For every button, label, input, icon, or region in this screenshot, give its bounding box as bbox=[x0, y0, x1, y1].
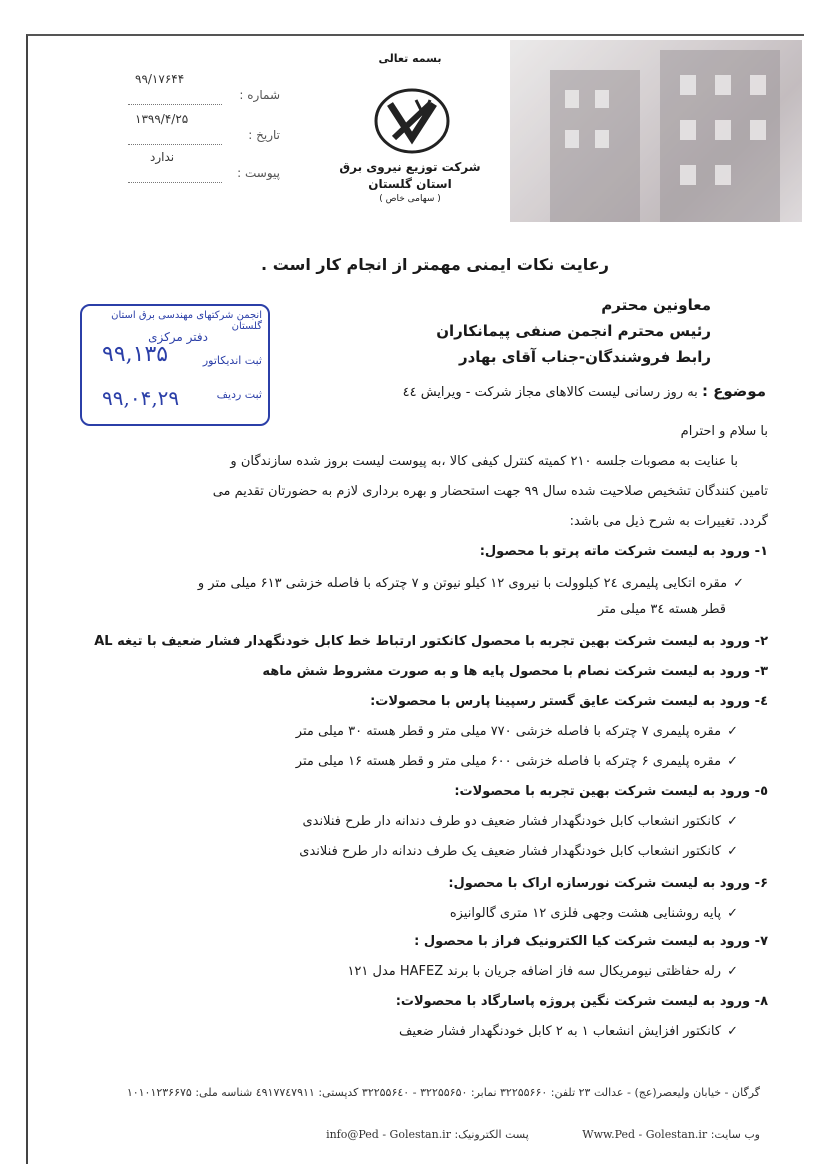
item-1-bullet-1: ✓ مقره اتکایی پلیمری ۲٤ کیلوولت با نیروی ۱۲ کیلو نیوتن و ۷ چترکه با فاصله خزشی ۶۱۳ میلی متر و bbox=[198, 574, 744, 594]
item-8-title: ۸- ورود به لیست شرکت نگین پروژه پاسارگاد با محصولات: bbox=[395, 994, 768, 1009]
recipient-3: رابط فروشندگان-جناب آقای بهادر bbox=[458, 348, 711, 366]
intro-line-1: با عنایت به مصوبات جلسه ۲۱۰ کمیته کنترل کیفی کالا ،به پیوست لیست بروز شده سازندگان و bbox=[230, 454, 738, 469]
item-1-bullet-1-cont: قطر هسته ۳٤ میلی متر bbox=[598, 602, 726, 617]
item-4-bullet-1: ✓ مقره پلیمری ۷ چترکه با فاصله خزشی ۷۷۰ میلی متر و قطر هسته ۳۰ میلی متر bbox=[296, 722, 738, 742]
letter-number bbox=[100, 72, 280, 108]
item-7-bullet-1: ✓ رله حفاظتی نیومریکال سه فاز اضافه جریان با برند HAFEZ مدل ۱۲۱ bbox=[347, 962, 738, 982]
footer-contact bbox=[60, 1128, 760, 1141]
item-3-title: ۳- ورود به لیست شرکت نصام با محصول پایه ها و به صورت مشروط شش ماهه bbox=[262, 664, 768, 679]
subject-label: موضوع : bbox=[701, 382, 766, 400]
recipient-1: معاونین محترم bbox=[601, 296, 711, 314]
stamp-index-value: ۹۹,۱۳۵ bbox=[102, 342, 169, 367]
attachment-value: ندارد bbox=[150, 150, 175, 164]
item-1-title: ۱- ورود به لیست شرکت ماته پرتو با محصول: bbox=[479, 544, 768, 559]
item-7-title: ۷- ورود به لیست شرکت کیا الکترونیک فراز با محصول : bbox=[414, 934, 768, 949]
date-label: تاریخ : bbox=[248, 128, 280, 142]
company-province: استان گلستان bbox=[368, 177, 452, 191]
email-label: پست الکترونیک: bbox=[454, 1128, 529, 1141]
item-8-bullet-1: ✓ کانکتور افزایش انشعاب ۱ به ۲ کابل خودنگهدار فشار ضعیف bbox=[399, 1022, 738, 1042]
company-type: ( سهامی خاص ) bbox=[379, 194, 441, 204]
recipient-2: رئیس محترم انجمن صنفی پیمانکاران bbox=[436, 322, 711, 340]
intro-line-3: گردد. تغییرات به شرح ذیل می باشد: bbox=[569, 514, 768, 529]
stamp-index-label: ثبت اندیکاتور bbox=[202, 354, 262, 367]
attachment-label: پیوست : bbox=[237, 166, 280, 180]
website-label: وب سایت: bbox=[710, 1128, 760, 1141]
item-5-bullet-1: ✓ کانکتور انشعاب کابل خودنگهدار فشار ضعیف دو طرف دندانه دار طرح فنلاندی bbox=[302, 812, 738, 832]
item-4-title: ٤- ورود به لیست شرکت عایق گستر رسپینا پارس با محصولات: bbox=[370, 694, 768, 709]
item-5-bullet-2: ✓ کانکتور انشعاب کابل خودنگهدار فشار ضعیف یک طرف دندانه دار طرح فنلاندی bbox=[299, 842, 738, 862]
stamp-row-label: ثبت ردیف bbox=[216, 388, 262, 401]
subject bbox=[403, 382, 766, 400]
item-5-title: ٥- ورود به لیست شرکت بهین تجربه با محصولات: bbox=[454, 784, 768, 799]
letter-date bbox=[100, 112, 280, 148]
company-name: شرکت توزیع نیروی برق bbox=[339, 160, 481, 174]
company-logo-icon bbox=[372, 86, 452, 156]
bismillah: بسمه تعالی bbox=[378, 52, 442, 65]
item-4-bullet-2: ✓ مقره پلیمری ۶ چترکه با فاصله خزشی ۶۰۰ میلی متر و قطر هسته ۱۶ میلی متر bbox=[296, 752, 738, 772]
item-6-title: ۶- ورود به لیست شرکت نورسازه اراک با محصول: bbox=[448, 876, 768, 891]
website[interactable]: Www.Ped - Golestan.ir bbox=[582, 1128, 708, 1141]
date-value: ۱۳۹۹/۴/۲۵ bbox=[135, 112, 189, 126]
safety-headline: رعایت نکات ایمنی مهمتر از انجام کار است . bbox=[261, 255, 609, 274]
stamp-row-value: ۹۹,۰۴,۲۹ bbox=[102, 386, 180, 410]
footer-address: گرگان - خیابان ولیعصر(عج) - عدالت ۲۳ تلفن: ۳۲۲۵۵۶۶۰ نمابر: ۳۲۲۵۵۶۵۰ - ۳۲۲۵۵۶٤۰ کدپستی: ٤۹۱۷۷٤۷۹۱۱ شناسه ملی: ۱۰۱۰۱۲۳۶۶۷۵ bbox=[126, 1086, 760, 1099]
company-block bbox=[330, 160, 490, 204]
header-photo bbox=[510, 40, 802, 222]
stamp-office: دفتر مرکزی bbox=[148, 330, 208, 344]
item-2-title: ۲- ورود به لیست شرکت بهین تجربه با محصول کانکتور ارتباط خط کابل خودنگهدار فشار ضعیف با تیغه AL bbox=[94, 634, 768, 649]
greeting: با سلام و احترام bbox=[680, 424, 768, 439]
email[interactable]: info@Ped - Golestan.ir bbox=[326, 1128, 451, 1141]
number-label: شماره : bbox=[239, 88, 280, 102]
number-value: ۹۹/۱۷۶۴۴ bbox=[135, 72, 185, 86]
registration-stamp bbox=[80, 304, 270, 426]
letter-attachment bbox=[100, 150, 280, 186]
stamp-org: انجمن شرکتهای مهندسی برق استان گلستان bbox=[111, 310, 262, 332]
intro-line-2: تامین کنندگان تشخیص صلاحیت شده سال ۹۹ جهت استحضار و بهره برداری لازم به حضورتان تقدیم می bbox=[212, 484, 768, 499]
subject-text: به روز رسانی لیست کالاهای مجاز شرکت - ویرایش ٤٤ bbox=[402, 385, 698, 400]
item-6-bullet-1: ✓ پایه روشنایی هشت وجهی فلزی ۱۲ متری گالوانیزه bbox=[450, 904, 738, 924]
